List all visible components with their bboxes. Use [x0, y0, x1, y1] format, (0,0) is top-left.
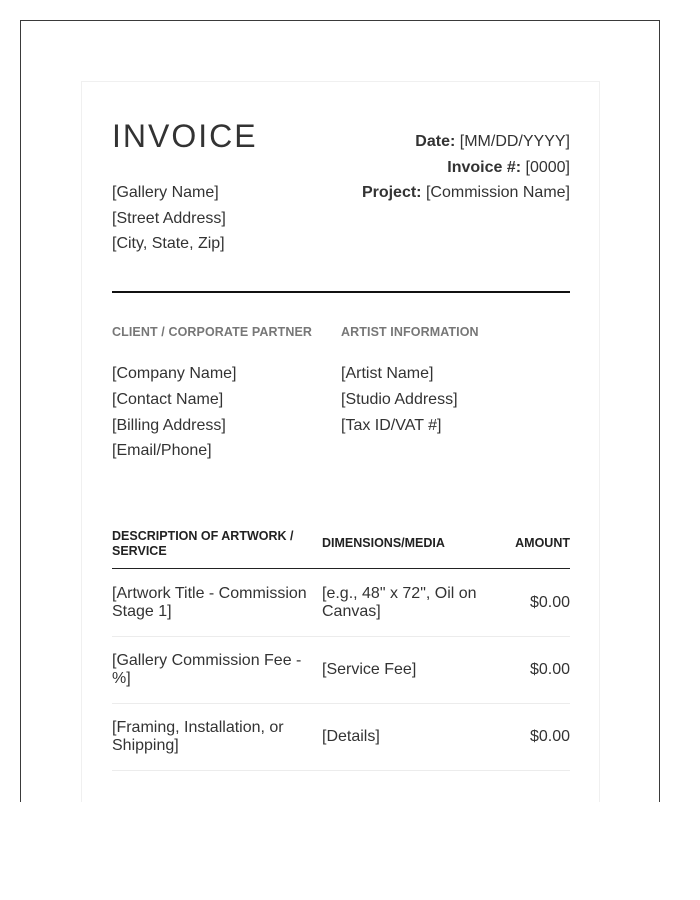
line-items-table-header	[112, 527, 570, 569]
line-item-dimensions: [Details]	[322, 728, 380, 745]
line-item-row	[112, 637, 570, 704]
client-section-heading: CLIENT / CORPORATE PARTNER	[112, 325, 313, 339]
invoice-meta-block	[362, 129, 570, 206]
client-company-name: [Company Name]	[112, 365, 237, 382]
line-item-dimensions: [Service Fee]	[322, 661, 417, 678]
project-line	[362, 180, 570, 206]
invoice-number-value: [0000]	[525, 158, 570, 176]
artist-info-block	[341, 361, 458, 438]
line-item-description-line1: [Gallery Commission Fee -	[112, 652, 302, 669]
line-item-amount: $0.00	[529, 594, 570, 611]
date-label: Date:	[415, 133, 456, 150]
line-item-amount: $0.00	[529, 728, 570, 745]
column-header-dimensions: DIMENSIONS/MEDIA	[322, 536, 445, 550]
header-divider	[112, 291, 570, 293]
line-item-amount: $0.00	[529, 661, 570, 678]
line-item-description	[112, 652, 312, 688]
line-item-description-line2: Stage 1]	[112, 603, 172, 620]
client-contact-name: [Contact Name]	[112, 390, 224, 408]
invoice-title: INVOICE	[112, 118, 258, 154]
client-billing-address: [Billing Address]	[112, 416, 226, 434]
artist-section-heading: ARTIST INFORMATION	[341, 325, 479, 339]
line-item-dimensions-line2: Canvas]	[322, 603, 381, 620]
line-item-dimensions	[322, 585, 497, 621]
client-info-block	[112, 361, 237, 464]
column-header-description-line1: DESCRIPTION OF ARTWORK /	[112, 529, 294, 543]
gallery-street-address: [Street Address]	[112, 209, 226, 227]
artist-name: [Artist Name]	[341, 365, 434, 382]
invoice-number-label: Invoice #:	[447, 158, 522, 176]
line-item-description-line2: %]	[112, 670, 131, 687]
column-header-description-line2: SERVICE	[112, 544, 167, 558]
artist-tax-id: [Tax ID/VAT #]	[341, 416, 442, 434]
line-item-row	[112, 570, 570, 637]
date-value: [MM/DD/YYYY]	[459, 133, 570, 150]
gallery-city-state-zip: [City, State, Zip]	[112, 235, 225, 252]
line-item-dimensions-line1: [e.g., 48" x 72", Oil on	[322, 585, 477, 602]
line-item-row	[112, 704, 570, 771]
line-item-description	[112, 719, 312, 755]
project-value: [Commission Name]	[425, 184, 570, 201]
invoice-number-line	[362, 155, 570, 181]
invoice-date-line	[362, 129, 570, 155]
column-header-description	[112, 529, 312, 559]
line-item-description-line2: Shipping]	[112, 737, 179, 754]
artist-studio-address: [Studio Address]	[341, 390, 458, 408]
client-email-phone: [Email/Phone]	[112, 442, 212, 460]
line-item-description-line1: [Framing, Installation, or	[112, 719, 284, 736]
column-header-amount: AMOUNT	[515, 536, 570, 550]
project-label: Project:	[361, 184, 422, 201]
line-item-description-line1: [Artwork Title - Commission	[112, 585, 307, 602]
gallery-address-block	[112, 180, 226, 257]
gallery-name: [Gallery Name]	[112, 184, 219, 201]
line-item-description	[112, 585, 312, 621]
